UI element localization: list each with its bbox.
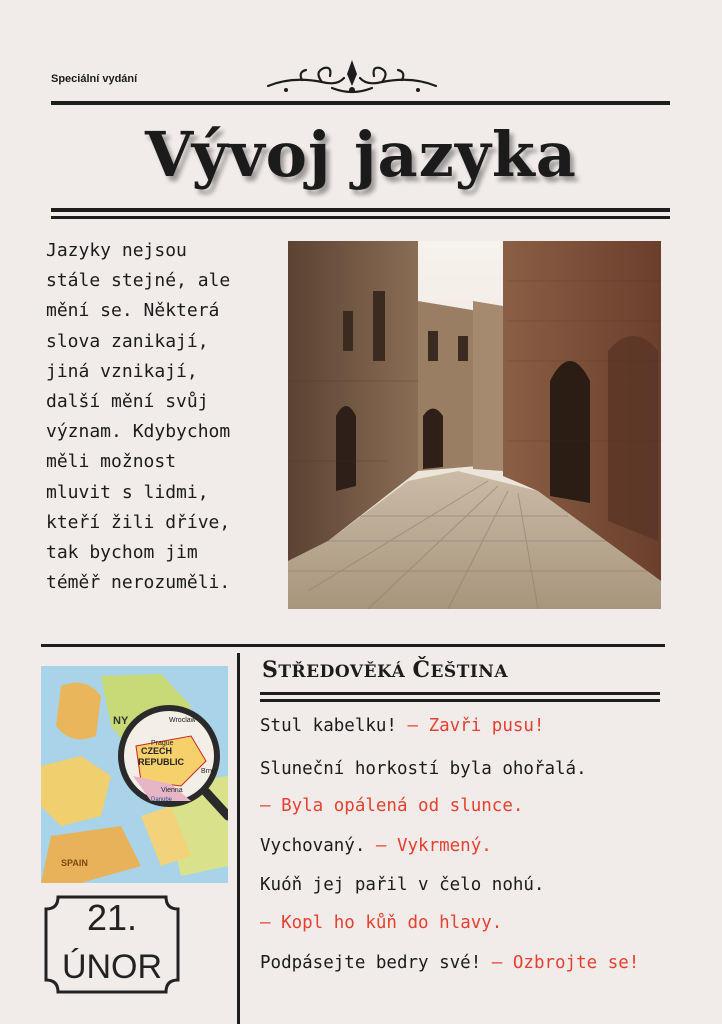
header-rule-top	[51, 101, 670, 105]
phrase-old: Sluneční horkostí byla ohořalá.	[260, 759, 587, 779]
phrase-modern: Kopl ho kůň do hlavy.	[281, 913, 503, 933]
map-label-danube: Danube	[151, 797, 173, 803]
phrase-modern: Vykrmený.	[396, 836, 492, 856]
intro-paragraph: Jazyky nejsou stále stejné, ale mění se. Některá slova zanikají, jiná vznikají, další mění svůj význam. Kdybychom měli možnost mluvit s lidmi, kteří žili dříve, tak bychom jim téměř nerozuměli.	[46, 240, 231, 594]
edition-label: Speciální vydání	[51, 73, 138, 85]
map-label-ny: NY	[113, 715, 129, 727]
column-divider	[237, 653, 240, 1024]
phrase-modern: Byla opálená od slunce.	[281, 796, 524, 816]
phrase-old: Vychovaný.	[260, 836, 366, 856]
phrase-separator: –	[396, 716, 429, 736]
phrase-separator: –	[260, 796, 282, 816]
header-rule-bottom-2	[51, 216, 670, 219]
map-label-vienna: Vienna	[161, 787, 183, 794]
map-label-country: CZECH	[141, 746, 172, 756]
europe-map-magnifier-image	[41, 666, 228, 883]
phrase-old: Stul kabelku!	[260, 716, 397, 736]
page-title: Vývoj jazyka	[145, 118, 577, 191]
header-rule-bottom-1	[51, 208, 670, 212]
phrase-line-1	[260, 716, 544, 736]
phrase-line-2	[260, 759, 587, 779]
phrase-line-5	[260, 875, 544, 895]
map-label-prague: Prague	[151, 740, 174, 747]
phrase-separator: –	[365, 836, 397, 856]
medieval-street-photo	[288, 241, 661, 609]
ornament-flourish-icon	[262, 56, 442, 98]
phrase-line-3	[260, 796, 523, 816]
phrase-modern: Zavři pusu!	[428, 716, 545, 736]
phrase-line-6	[260, 913, 502, 933]
map-label-spain: SPAIN	[61, 858, 88, 868]
phrase-old: Kuóň jej pařil v čelo nohú.	[260, 875, 545, 895]
phrase-separator: –	[481, 953, 513, 973]
phrase-modern: Ozbrojte se!	[512, 953, 640, 973]
map-label-wroclaw: Wroclaw	[169, 717, 196, 724]
map-label-country-2: REPUBLIC	[138, 757, 185, 767]
date-day: 21.	[86, 897, 138, 938]
map-label-brno: Brno	[201, 768, 216, 775]
section-rule-top	[41, 644, 665, 647]
phrase-separator: –	[260, 913, 282, 933]
phrase-old: Podpásejte bedry své!	[260, 953, 482, 973]
section-title: STŘEDOVĚKÁ ČEŠTINA	[262, 657, 509, 683]
date-month: ÚNOR	[61, 948, 163, 986]
section-title-rule-1	[260, 692, 660, 695]
phrase-line-7	[260, 953, 639, 973]
section-title-rule-2	[260, 699, 660, 702]
phrase-line-4	[260, 836, 492, 856]
